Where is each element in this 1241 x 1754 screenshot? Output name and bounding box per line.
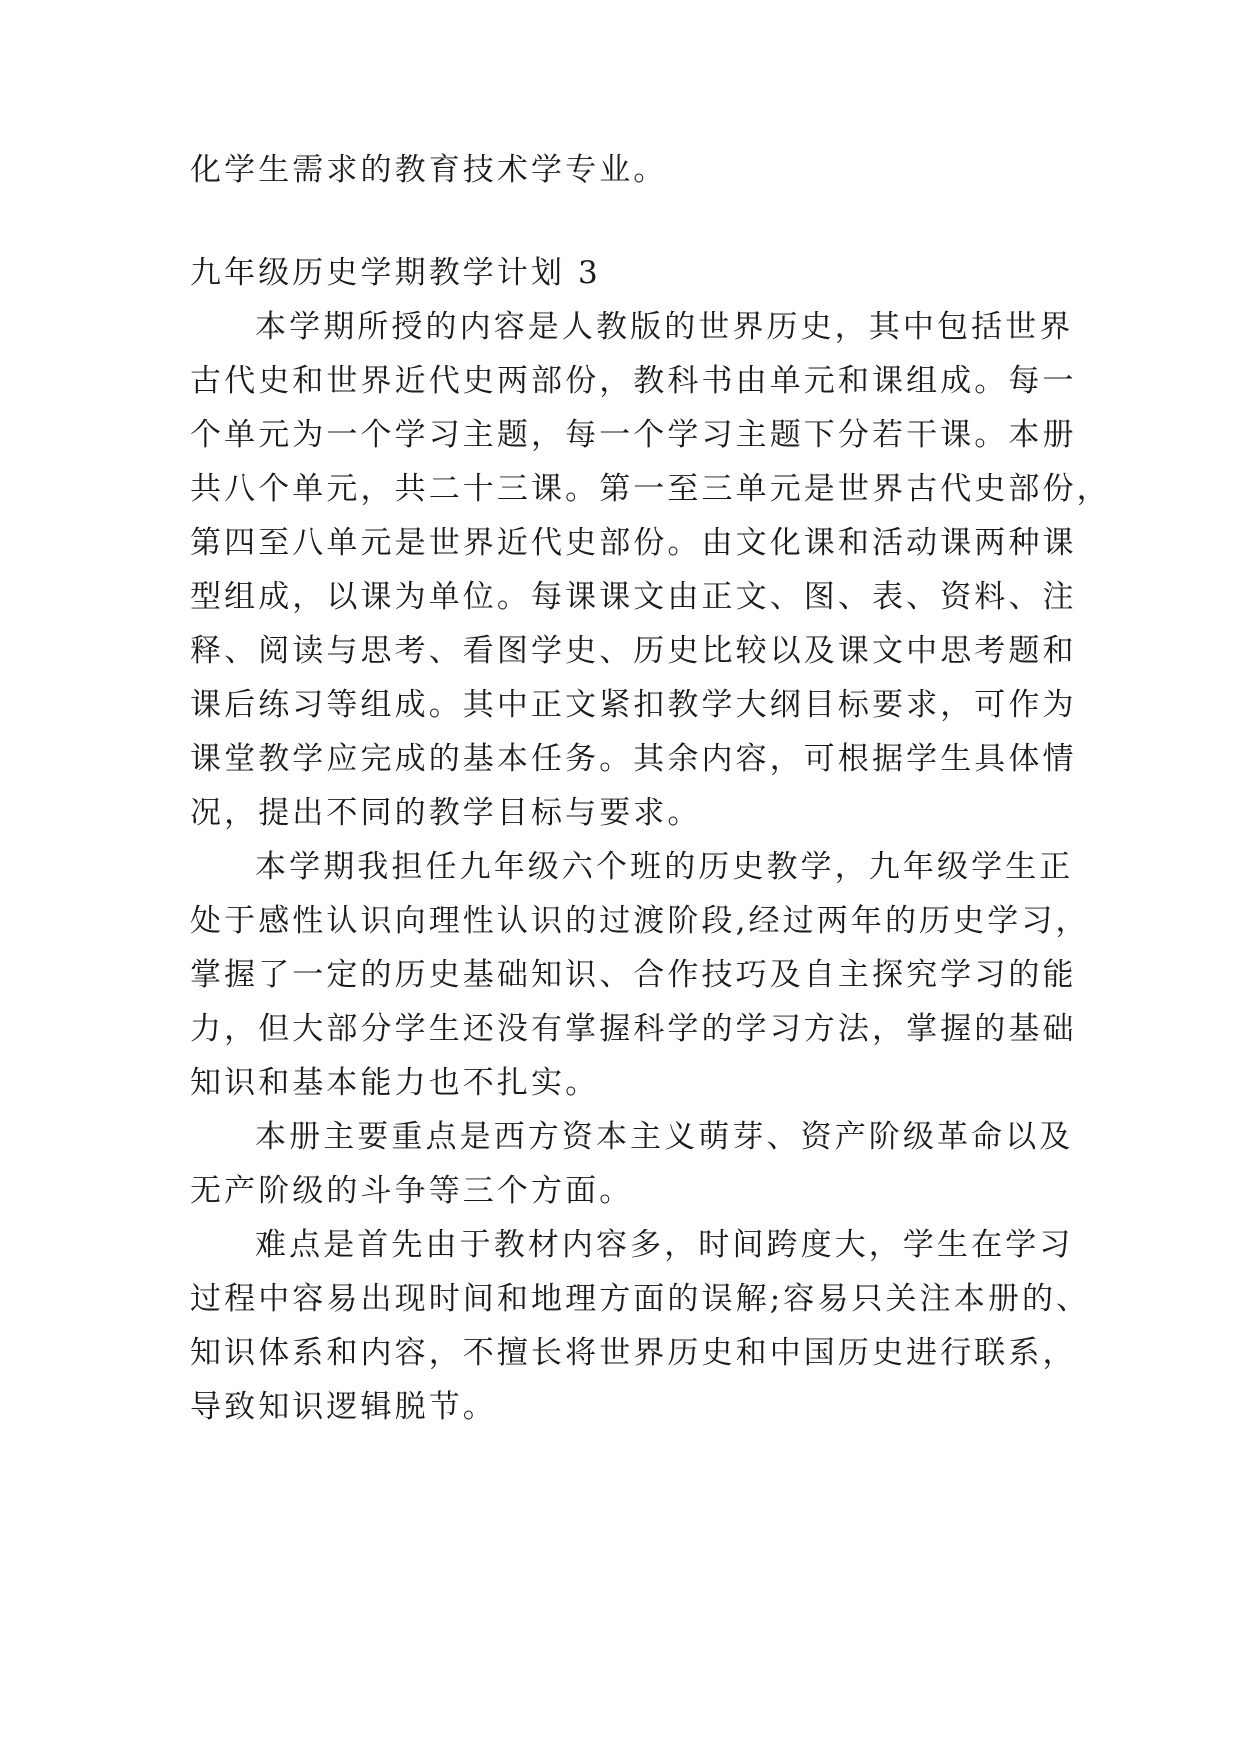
paragraph-1-line: 古代史和世界近代史两部份，教科书由单元和课组成。每一 xyxy=(190,363,1077,399)
paragraph-1-line: 本学期所授的内容是人教版的世界历史，其中包括世界 xyxy=(255,309,1074,345)
paragraph-4-line: 过程中容易出现时间和地理方面的误解;容易只关注本册的、 xyxy=(190,1281,1091,1317)
paragraph-4-line: 难点是首先由于教材内容多，时间跨度大，学生在学习 xyxy=(255,1227,1074,1263)
section-heading: 九年级历史学期教学计划 3 xyxy=(190,255,601,291)
paragraph-4-line: 知识体系和内容，不擅长将世界历史和中国历史进行联系， xyxy=(190,1335,1077,1371)
paragraph-2-line: 掌握了一定的历史基础知识、合作技巧及自主探究学习的能 xyxy=(190,957,1077,993)
paragraph-1-line: 第四至八单元是世界近代史部份。由文化课和活动课两种课 xyxy=(190,525,1077,561)
paragraph-1-line: 释、阅读与思考、看图学史、历史比较以及课文中思考题和 xyxy=(190,633,1077,669)
paragraph-2-line: 力，但大部分学生还没有掌握科学的学习方法，掌握的基础 xyxy=(190,1011,1077,1047)
paragraph-1-line: 型组成，以课为单位。每课课文由正文、图、表、资料、注 xyxy=(190,579,1077,615)
paragraph-2-line: 本学期我担任九年级六个班的历史教学，九年级学生正 xyxy=(255,849,1074,885)
paragraph-4-line: 导致知识逻辑脱节。 xyxy=(190,1389,497,1425)
paragraph-3-line: 本册主要重点是西方资本主义萌芽、资产阶级革命以及 xyxy=(255,1119,1074,1155)
paragraph-1-line: 况，提出不同的教学目标与要求。 xyxy=(190,795,702,831)
paragraph-1-line: 课后练习等组成。其中正文紧扣教学大纲目标要求，可作为 xyxy=(190,687,1077,723)
paragraph-1-line: 个单元为一个学习主题，每一个学习主题下分若干课。本册 xyxy=(190,417,1077,453)
paragraph-2-line: 知识和基本能力也不扎实。 xyxy=(190,1065,600,1101)
paragraph-3-line: 无产阶级的斗争等三个方面。 xyxy=(190,1173,634,1209)
paragraph-2-line: 处于感性认识向理性认识的过渡阶段,经过两年的历史学习， xyxy=(190,903,1090,939)
continuation-line: 化学生需求的教育技术学专业。 xyxy=(190,152,668,188)
paragraph-1-line: 共八个单元，共二十三课。第一至三单元是世界古代史部份， xyxy=(190,471,1111,507)
paragraph-1-line: 课堂教学应完成的基本任务。其余内容，可根据学生具体情 xyxy=(190,741,1077,777)
